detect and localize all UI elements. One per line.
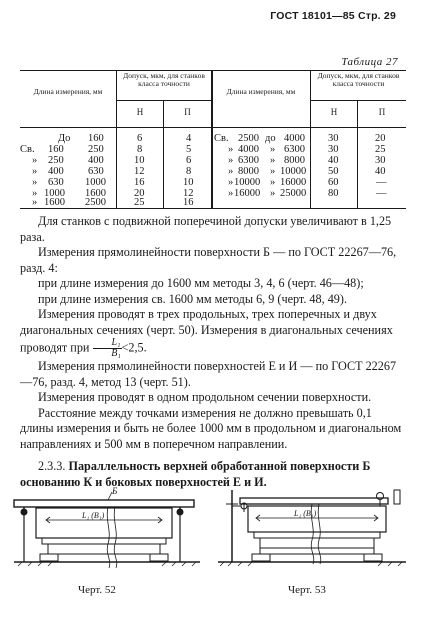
table-cell: 60 xyxy=(328,177,339,188)
table-cell: 1000 xyxy=(44,188,65,199)
table-cell: 30 xyxy=(375,155,386,166)
table-cell: 16000 xyxy=(234,188,261,199)
table-cell: 80 xyxy=(328,188,339,199)
left-tolerance-header: Допуск, мкм, для станков класса точности xyxy=(123,71,205,88)
left-class-p: П xyxy=(184,107,191,117)
fraction-denominator: B₁ xyxy=(111,348,121,359)
table-cell: 2500 xyxy=(85,197,106,208)
table-cell: 20 xyxy=(375,133,386,144)
paragraph: Расстояние между точками измерения не должно превышать 0,1 длины измерения и быть не более 1000 мм в продольном и диагональном направлениях и 500 мм в поперечном направлении. xyxy=(20,405,402,451)
table-cell: 20 xyxy=(134,188,145,199)
table-cell: 630 xyxy=(48,177,64,188)
table-cell: 160 xyxy=(88,133,104,144)
table-cell: » xyxy=(270,144,276,155)
table-cell: 8 xyxy=(186,166,192,177)
table-cell: » xyxy=(32,155,38,166)
right-class-h: Н xyxy=(330,107,338,117)
table-cell: 6300 xyxy=(238,155,259,166)
table-cell: до xyxy=(265,133,276,144)
fig52-dimension-label: L₁ (B₁) xyxy=(82,511,105,520)
table-cell: » xyxy=(228,155,234,166)
table-cell: До xyxy=(58,133,71,144)
paragraph: при длине измерения св. 1600 мм методы 6, 9 (черт. 48, 49). xyxy=(38,291,348,306)
fig52-surface-label: Б xyxy=(112,486,118,496)
paragraph: Измерения прямолинейности поверхностей Е и И — по ГОСТ 22267—76, разд. 4, метод 13 (черт. 51). xyxy=(20,359,397,389)
table-cell: 160 xyxy=(48,144,64,155)
table-cell: 16 xyxy=(134,177,145,188)
table-cell: 40 xyxy=(375,166,386,177)
table-cell: 25 xyxy=(134,197,145,208)
figure-53-caption: Черт. 53 xyxy=(288,584,326,596)
table-cell: 10000 xyxy=(234,177,261,188)
tolerance-table xyxy=(20,70,406,209)
left-class-h: Н xyxy=(136,107,144,117)
table-cell: 400 xyxy=(48,166,64,177)
paragraph: Измерения прямолинейности поверхности Б — по ГОСТ 22267—76, разд. 4: xyxy=(20,245,397,275)
table-cell: » xyxy=(270,155,276,166)
table-cell: » xyxy=(270,166,276,177)
table-caption: Таблица 27 xyxy=(341,56,398,68)
ratio-fraction xyxy=(93,338,122,359)
table-cell: 4000 xyxy=(284,133,305,144)
page-header: ГОСТ 18101—85 Стр. 29 xyxy=(270,10,396,22)
table-cell: 250 xyxy=(48,155,64,166)
table-cell: — xyxy=(376,188,387,199)
section-number: 2.3.3. xyxy=(38,459,66,473)
table-cell: » xyxy=(228,188,234,199)
table-cell: 1000 xyxy=(85,177,106,188)
table-cell: » xyxy=(228,144,234,155)
table-cell: 50 xyxy=(328,166,339,177)
table-cell: » xyxy=(270,177,276,188)
table-cell: 630 xyxy=(88,166,104,177)
table-cell: » xyxy=(32,166,38,177)
table-cell: 2500 xyxy=(238,133,259,144)
section-title: Параллельность верхней обработанной поверхности Б основанию К и боковых поверхностей Е и И. xyxy=(20,459,371,489)
table-cell: 25000 xyxy=(280,188,307,199)
table-cell: 4000 xyxy=(238,144,259,155)
right-tolerance-header: Допуск, мкм, для станков класса точности xyxy=(317,71,400,88)
table-cell: 12 xyxy=(183,188,194,199)
fraction-numerator: L₁ xyxy=(93,338,122,349)
paragraph: Измерения проводят в одном продольном сечении поверхности. xyxy=(38,390,372,404)
table-cell: 16000 xyxy=(280,177,307,188)
table-cell: 8000 xyxy=(284,155,305,166)
right-class-p: П xyxy=(378,107,386,117)
table-cell: 25 xyxy=(375,144,386,155)
paragraph-text: Измерения проводят в трех продольных, трех поперечных и двух диагональных сечениях (черт. 50). Измерения в диагональных сечениях проводят при xyxy=(20,307,393,355)
right-length-header: Длина измерения, мм xyxy=(226,87,296,96)
figure-53 xyxy=(216,484,412,576)
table-cell: Св. xyxy=(20,144,35,155)
figure-52-caption: Черт. 52 xyxy=(78,584,116,596)
table-cell: 16 xyxy=(183,197,194,208)
table-cell: 400 xyxy=(88,155,104,166)
figure-52 xyxy=(12,486,208,576)
table-cell: Св. xyxy=(214,133,229,144)
paragraph-text: <2,5. xyxy=(121,340,147,355)
paragraph: Для станков с подвижной поперечиной допуски увеличивают в 1,25 раза. xyxy=(20,214,392,244)
fig53-dimension-label: L₁ (B₁) xyxy=(294,509,317,518)
table-cell: 8000 xyxy=(238,166,259,177)
table-cell: 6300 xyxy=(284,144,305,155)
paragraph: при длине измерения до 1600 мм методы 3, 4, 6 (черт. 46—48); xyxy=(38,276,364,290)
table-cell: » xyxy=(32,197,38,208)
table-cell: 30 xyxy=(328,133,339,144)
table-cell: 40 xyxy=(328,155,339,166)
table-cell: 10 xyxy=(134,155,145,166)
table-cell: 5 xyxy=(186,144,192,155)
table-cell: 4 xyxy=(186,133,192,144)
table-cell: 10000 xyxy=(280,166,307,177)
table-cell: 250 xyxy=(88,144,104,155)
table-cell: 6 xyxy=(186,155,192,166)
table-cell: 1600 xyxy=(85,188,106,199)
table-cell: 10 xyxy=(183,177,194,188)
body-text xyxy=(20,214,404,490)
table-cell: 12 xyxy=(134,166,145,177)
table-cell: 30 xyxy=(328,144,339,155)
paragraph xyxy=(20,307,404,359)
table-cell: 6 xyxy=(137,133,143,144)
left-length-header: Длина измерения, мм xyxy=(33,87,103,96)
table-cell: 8 xyxy=(137,144,143,155)
table-cell: » xyxy=(32,177,38,188)
table-cell: 1600 xyxy=(44,197,65,208)
table-cell: » xyxy=(228,177,234,188)
table-cell: » xyxy=(32,188,38,199)
table-cell: » xyxy=(228,166,234,177)
table-cell: — xyxy=(376,177,387,188)
table-cell: » xyxy=(270,188,276,199)
